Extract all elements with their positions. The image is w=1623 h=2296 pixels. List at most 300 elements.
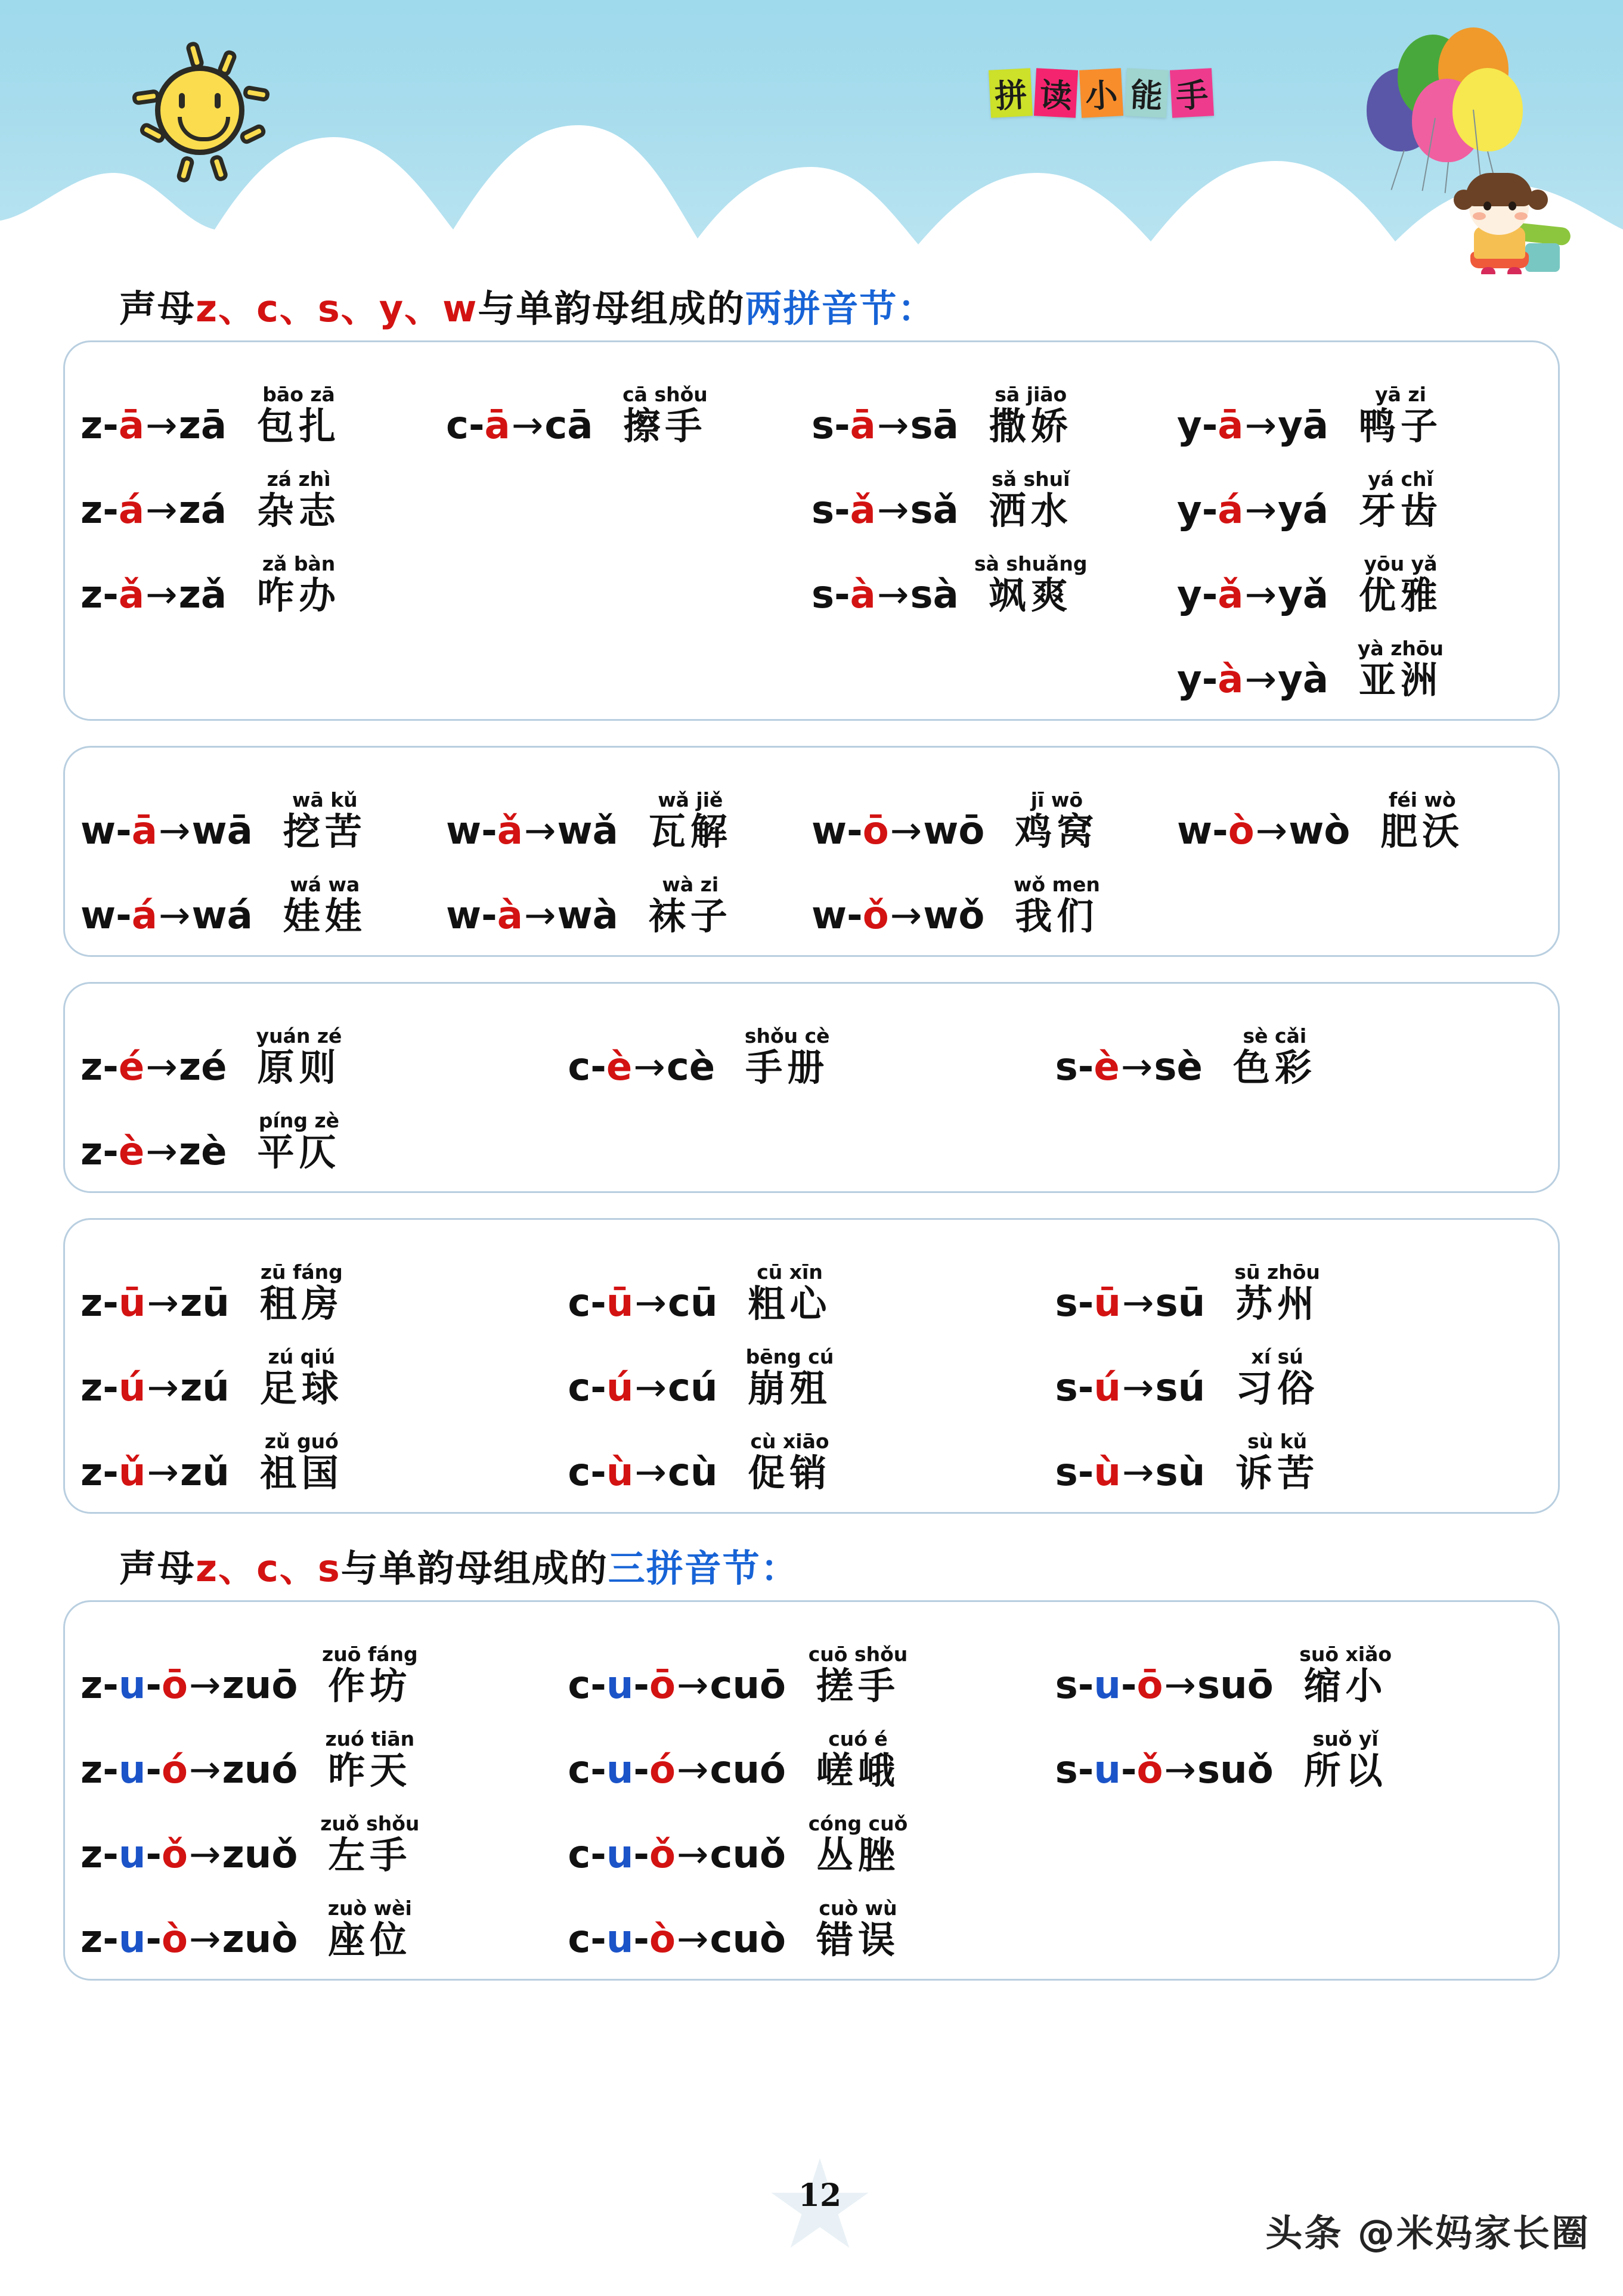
word-pinyin: zá zhì [267, 467, 331, 491]
syllable-column [1055, 1238, 1543, 1495]
word-hanzi: 瓦解 [648, 810, 732, 853]
word-hanzi: 鸡窝 [1015, 810, 1099, 853]
formula-part: zǔ [180, 1451, 230, 1495]
word-pinyin: zuō fáng [322, 1642, 418, 1666]
syllable-column [80, 1238, 568, 1495]
formula-part: - [1077, 1451, 1094, 1495]
syllable-row [568, 1002, 1055, 1089]
formula-part: y [1177, 404, 1202, 448]
formula-part: → [1122, 1451, 1154, 1495]
word-hanzi: 习俗 [1235, 1367, 1320, 1410]
formula-part: - [103, 404, 119, 448]
heading-part: 声母 [119, 287, 196, 330]
syllable-column [811, 360, 1177, 699]
syllable-columns [80, 360, 1543, 702]
formula-part: s [1055, 1045, 1078, 1089]
syllable-formula [80, 1281, 230, 1325]
syllable-row [80, 1874, 568, 1962]
word-hanzi: 粗心 [748, 1282, 832, 1325]
formula-part: - [834, 404, 850, 448]
example-word [245, 1429, 358, 1495]
formula-part: → [145, 1045, 178, 1089]
formula-part: zè [178, 1130, 227, 1174]
example-word [313, 1811, 426, 1877]
formula-part: ū [1094, 1281, 1121, 1325]
word-pinyin: zǎ bàn [262, 551, 336, 575]
word-hanzi: 原则 [257, 1046, 341, 1089]
formula-part: - [103, 488, 119, 532]
example-word [801, 1811, 915, 1877]
word-hanzi: 亚洲 [1358, 658, 1442, 702]
syllable-formula [80, 488, 227, 532]
syllable-formula [80, 1366, 230, 1410]
syllable-row [80, 1705, 568, 1792]
syllable-row [568, 1789, 1055, 1877]
heading-part: 与单韵母组成的 [478, 287, 745, 330]
word-hanzi: 牙齿 [1358, 489, 1442, 532]
formula-part: y [1177, 573, 1202, 617]
formula-part: c [568, 1451, 591, 1495]
formula-part: ó [649, 1748, 676, 1792]
word-pinyin: zuǒ shǒu [320, 1811, 420, 1835]
word-pinyin: shǒu cè [744, 1024, 830, 1048]
formula-part: ò [1228, 809, 1255, 853]
formula-part: cú [668, 1366, 718, 1410]
syllable-row [80, 850, 446, 938]
formula-part: yā [1278, 404, 1328, 448]
formula-part: sú [1155, 1366, 1206, 1410]
syllable-row [1055, 1002, 1543, 1089]
syllable-formula [568, 1281, 718, 1325]
formula-part: zá [178, 488, 227, 532]
formula-part: yǎ [1278, 573, 1328, 617]
word-pinyin: wà zi [662, 872, 719, 896]
word-hanzi: 崩殂 [748, 1367, 832, 1410]
formula-part: - [1120, 1748, 1137, 1792]
formula-part: c [568, 1917, 591, 1962]
formula-part: - [1201, 573, 1218, 617]
formula-part: c [568, 1833, 591, 1877]
word-hanzi: 所以 [1303, 1749, 1387, 1792]
formula-part: - [103, 1281, 119, 1325]
example-word [245, 1344, 358, 1410]
formula-part: cū [668, 1281, 718, 1325]
formula-part: u [606, 1833, 634, 1877]
syllable-formula [80, 894, 253, 938]
word-hanzi: 祖国 [259, 1451, 343, 1495]
syllable-formula [1055, 1748, 1274, 1792]
example-word [733, 1260, 847, 1325]
formula-part: - [1120, 1663, 1137, 1708]
formula-part: ō [1136, 1663, 1163, 1708]
formula-part: è [606, 1045, 633, 1089]
word-pinyin: wá wa [290, 872, 360, 896]
syllable-row [80, 1407, 568, 1495]
formula-part: - [590, 1833, 606, 1877]
formula-part: cā [544, 404, 593, 448]
example-word [268, 788, 382, 853]
formula-part: ù [1094, 1451, 1121, 1495]
formula-part: - [1077, 1045, 1094, 1089]
syllable-row [1055, 1407, 1543, 1495]
formula-part: ū [606, 1281, 634, 1325]
formula-part: → [634, 1366, 667, 1410]
formula-part: w [811, 894, 847, 938]
syllable-columns [80, 1002, 1543, 1174]
example-word [634, 872, 747, 938]
formula-part: cè [666, 1045, 716, 1089]
formula-part: w [80, 894, 116, 938]
formula-part: wà [557, 894, 618, 938]
formula-part: ǔ [118, 1451, 146, 1495]
syllable-row [811, 766, 1177, 853]
word-pinyin: xí sú [1251, 1344, 1303, 1368]
syllable-formula [1177, 404, 1328, 448]
formula-part: u [1094, 1748, 1121, 1792]
formula-part: - [145, 1748, 162, 1792]
syllable-formula [568, 1833, 786, 1877]
worksheet-body [0, 262, 1623, 2006]
formula-part: zuó [222, 1748, 298, 1792]
heading-part: 三拼音节 [608, 1547, 761, 1590]
formula-part: sà [910, 573, 959, 617]
balloon-yellow [1452, 68, 1523, 151]
formula-part: zū [180, 1281, 230, 1325]
formula-part: suō [1197, 1663, 1274, 1708]
syllable-formula [80, 1045, 227, 1089]
formula-part: - [481, 894, 497, 938]
syllable-row [568, 1238, 1055, 1325]
syllable-columns [80, 766, 1543, 938]
formula-part: zuǒ [222, 1833, 298, 1877]
formula-part: s [811, 404, 835, 448]
formula-part: - [590, 1366, 606, 1410]
syllable-row [811, 360, 1177, 448]
word-hanzi: 缩小 [1303, 1664, 1387, 1708]
example-word [1289, 1642, 1402, 1708]
syllable-formula [80, 573, 227, 617]
syllable-row [80, 445, 446, 532]
formula-part: - [847, 894, 863, 938]
formula-part: → [158, 894, 191, 938]
formula-part: - [590, 1451, 606, 1495]
word-hanzi: 丛脞 [816, 1833, 900, 1877]
formula-part: wā [191, 809, 253, 853]
formula-part: → [876, 573, 909, 617]
formula-part: - [1077, 1748, 1094, 1792]
example-word [1000, 788, 1113, 853]
example-word [242, 551, 355, 617]
syllable-box [63, 1600, 1560, 1981]
formula-part: s [1055, 1281, 1078, 1325]
syllable-row [446, 360, 811, 448]
formula-part: → [1244, 404, 1277, 448]
syllable-formula [568, 1451, 718, 1495]
word-hanzi: 嵯峨 [816, 1749, 900, 1792]
syllable-formula [811, 809, 985, 853]
word-hanzi: 娃娃 [283, 894, 367, 938]
syllable-row [80, 1322, 568, 1410]
formula-part: á [1218, 488, 1244, 532]
formula-part: suǒ [1197, 1748, 1274, 1792]
syllable-column [1055, 1002, 1543, 1171]
formula-part: - [1077, 1663, 1094, 1708]
word-pinyin: suǒ yǐ [1312, 1727, 1379, 1750]
example-word [313, 1642, 426, 1708]
syllable-formula [80, 1130, 227, 1174]
example-word [801, 1896, 915, 1962]
word-pinyin: sū zhōu [1234, 1260, 1320, 1284]
formula-part: sǎ [910, 488, 959, 532]
syllable-column [446, 360, 811, 699]
example-word [1344, 467, 1457, 532]
formula-part: y [1177, 488, 1202, 532]
formula-part: - [1077, 1281, 1094, 1325]
formula-part: wǒ [923, 894, 985, 938]
formula-part: z [80, 1045, 103, 1089]
word-hanzi: 鸭子 [1358, 404, 1442, 448]
formula-part: cuò [710, 1917, 786, 1962]
watermark-text: 头条 @米妈家长圈 [1265, 2211, 1590, 2255]
word-pinyin: zǔ guó [264, 1429, 339, 1453]
syllable-formula [80, 1748, 298, 1792]
formula-part: - [633, 1833, 649, 1877]
word-hanzi: 手册 [745, 1046, 829, 1089]
example-word [1344, 551, 1457, 617]
formula-part: - [847, 809, 863, 853]
heading-part: 与单韵母组成的 [340, 1547, 608, 1590]
word-pinyin: píng zè [258, 1108, 340, 1132]
formula-part: → [676, 1748, 709, 1792]
formula-part: → [145, 573, 178, 617]
example-word [1221, 1429, 1334, 1495]
word-hanzi: 优雅 [1358, 574, 1442, 617]
syllable-formula [568, 1366, 718, 1410]
formula-part: → [524, 809, 556, 853]
formula-part: u [118, 1833, 146, 1877]
formula-part: ā [850, 404, 876, 448]
formula-part: → [876, 488, 909, 532]
syllable-formula [80, 404, 227, 448]
syllable-column [1055, 1620, 1543, 1959]
formula-part: zā [178, 404, 227, 448]
formula-part: → [676, 1917, 709, 1962]
syllable-box [63, 340, 1560, 721]
syllable-row [568, 1874, 1055, 1962]
syllable-box [63, 1218, 1560, 1514]
formula-part: → [511, 404, 544, 448]
example-word [801, 1642, 915, 1708]
syllable-formula [80, 1663, 298, 1708]
formula-part: - [145, 1663, 162, 1708]
formula-part: sè [1154, 1045, 1203, 1089]
word-hanzi: 飒爽 [989, 574, 1073, 617]
formula-part: → [147, 1451, 179, 1495]
formula-part: ú [118, 1366, 146, 1410]
formula-part: c [568, 1748, 591, 1792]
formula-part: á [131, 894, 157, 938]
formula-part: wá [191, 894, 253, 938]
formula-part: s [811, 573, 835, 617]
formula-part: ō [649, 1663, 676, 1708]
word-pinyin: yá chǐ [1368, 467, 1433, 491]
syllable-column [568, 1620, 1055, 1962]
formula-part: → [188, 1663, 221, 1708]
word-pinyin: yà zhōu [1357, 636, 1444, 660]
word-hanzi: 包扎 [257, 404, 341, 448]
syllable-formula [446, 809, 618, 853]
formula-part: ó [161, 1748, 188, 1792]
word-hanzi: 挖苦 [283, 810, 367, 853]
formula-part: yá [1278, 488, 1328, 532]
formula-part: ǎ [118, 573, 144, 617]
syllable-row [568, 1620, 1055, 1708]
example-word [974, 551, 1088, 617]
formula-part: - [116, 809, 132, 853]
syllable-formula [446, 404, 593, 448]
formula-part: - [103, 1748, 119, 1792]
formula-part: → [524, 894, 556, 938]
formula-part: - [103, 573, 119, 617]
syllable-row [1055, 1238, 1543, 1325]
syllable-row [1177, 445, 1543, 532]
formula-part: → [633, 1045, 665, 1089]
formula-part: sā [910, 404, 959, 448]
title-tile-3: 小 [1079, 68, 1123, 118]
formula-part: - [103, 1045, 119, 1089]
formula-part: à [1218, 658, 1244, 702]
formula-part: w [80, 809, 116, 853]
syllable-column [80, 1620, 568, 1962]
formula-part: s [1055, 1366, 1078, 1410]
example-word [1221, 1344, 1334, 1410]
syllable-formula [568, 1663, 786, 1708]
word-hanzi: 色彩 [1232, 1046, 1317, 1089]
syllable-row [1177, 766, 1543, 853]
word-pinyin: yōu yǎ [1364, 551, 1438, 575]
formula-part: ǒ [1136, 1748, 1163, 1792]
syllable-formula [811, 404, 959, 448]
syllable-formula [446, 894, 618, 938]
formula-part: → [890, 894, 922, 938]
formula-part: u [606, 1748, 634, 1792]
formula-part: ū [118, 1281, 146, 1325]
syllable-row [1055, 1620, 1543, 1708]
formula-part: ā [118, 404, 144, 448]
formula-part: z [80, 488, 103, 532]
word-pinyin: bāo zā [262, 382, 335, 406]
formula-part: ò [161, 1917, 188, 1962]
formula-part: → [1122, 1281, 1154, 1325]
word-pinyin: cū xīn [757, 1260, 823, 1284]
example-word [1218, 1024, 1331, 1089]
syllable-column [811, 766, 1177, 938]
formula-part: ō [862, 809, 889, 853]
formula-part: - [633, 1917, 649, 1962]
syllable-row [80, 360, 446, 448]
formula-part: → [676, 1833, 709, 1877]
formula-part: - [145, 1917, 162, 1962]
formula-part: ā [131, 809, 157, 853]
example-word [313, 1727, 426, 1792]
formula-part: sù [1155, 1451, 1206, 1495]
example-word [1344, 636, 1457, 702]
syllable-columns [80, 1620, 1543, 1962]
syllable-row [80, 1620, 568, 1708]
word-pinyin: zū fáng [260, 1260, 343, 1284]
formula-part: c [568, 1281, 591, 1325]
formula-part: ǎ [1218, 573, 1244, 617]
syllable-row [568, 1407, 1055, 1495]
word-pinyin: sà shuǎng [974, 551, 1088, 575]
syllable-row [80, 1002, 568, 1089]
formula-part: u [118, 1748, 146, 1792]
heading-part: ： [897, 287, 936, 330]
word-pinyin: cuō shǒu [808, 1642, 908, 1666]
formula-part: è [1094, 1045, 1120, 1089]
syllable-formula [1177, 809, 1351, 853]
syllable-formula [811, 573, 959, 617]
syllable-row [1177, 614, 1543, 702]
syllable-row [811, 445, 1177, 532]
word-hanzi: 我们 [1015, 894, 1099, 938]
formula-part: z [80, 1366, 103, 1410]
section-heading-2 [119, 1539, 1623, 1592]
syllable-row [1055, 1705, 1543, 1792]
formula-part: z [80, 1130, 103, 1174]
syllable-row [80, 1086, 568, 1174]
syllable-row [80, 529, 446, 617]
word-pinyin: wā kǔ [292, 788, 358, 811]
formula-part: yà [1278, 658, 1328, 702]
formula-part: c [446, 404, 469, 448]
formula-part: z [80, 1833, 103, 1877]
formula-part: → [676, 1663, 709, 1708]
syllable-row [1055, 1322, 1543, 1410]
word-hanzi: 左手 [328, 1833, 412, 1877]
formula-part: à [850, 573, 876, 617]
formula-part: - [103, 1451, 119, 1495]
word-pinyin: zú qiú [268, 1344, 336, 1368]
word-hanzi: 平仄 [257, 1130, 341, 1174]
example-word [243, 1024, 356, 1089]
word-hanzi: 作坊 [328, 1664, 412, 1708]
girl-with-balloons-illustration [1361, 20, 1611, 271]
word-pinyin: cù xiāo [750, 1429, 829, 1453]
word-hanzi: 足球 [259, 1367, 343, 1410]
formula-part: s [1055, 1451, 1078, 1495]
formula-part: ā [1218, 404, 1244, 448]
formula-part: z [80, 404, 103, 448]
syllable-formula [1055, 1366, 1206, 1410]
syllable-column [446, 766, 811, 938]
formula-part: → [188, 1917, 221, 1962]
word-pinyin: sā jiāo [995, 382, 1067, 406]
syllable-row [80, 766, 446, 853]
formula-part: u [606, 1663, 634, 1708]
word-pinyin: wǎ jiě [658, 788, 723, 811]
word-hanzi: 杂志 [257, 489, 341, 532]
syllable-formula [568, 1748, 786, 1792]
formula-part: u [606, 1917, 634, 1962]
word-hanzi: 促销 [748, 1451, 832, 1495]
word-hanzi: 诉苦 [1235, 1451, 1320, 1495]
word-hanzi: 肥沃 [1380, 810, 1464, 853]
formula-part: - [103, 1130, 119, 1174]
example-word [268, 872, 382, 938]
word-hanzi: 苏州 [1235, 1282, 1320, 1325]
formula-part: z [80, 1281, 103, 1325]
